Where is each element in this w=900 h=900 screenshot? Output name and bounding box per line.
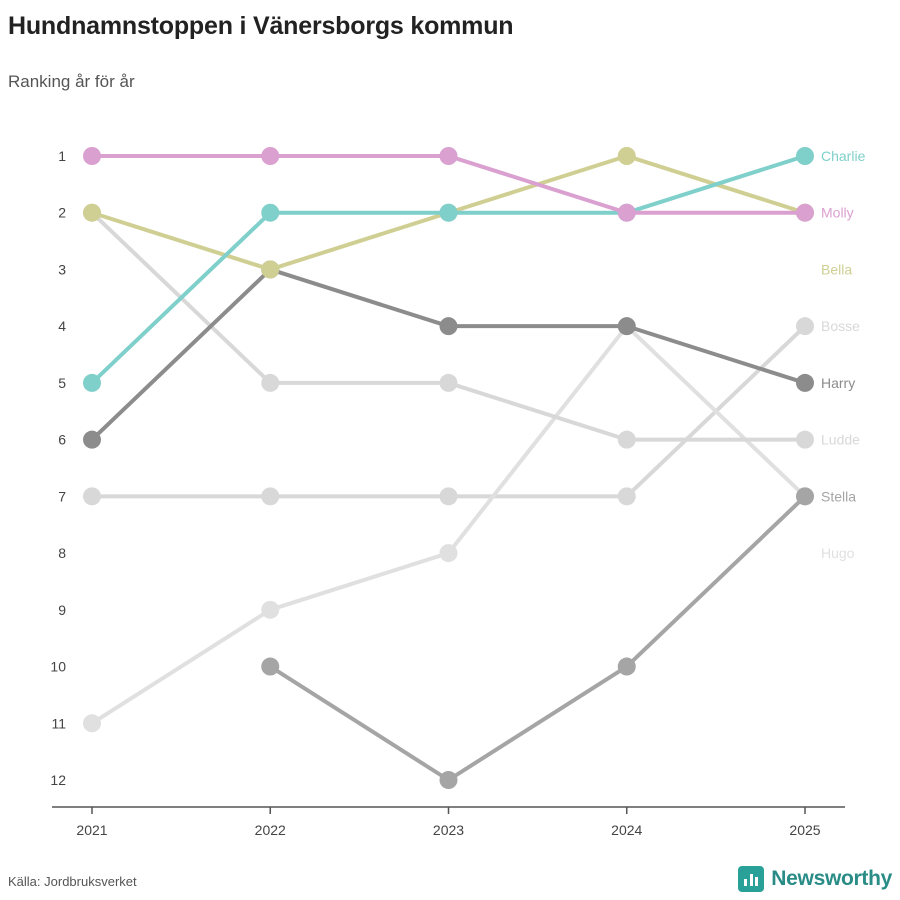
series-label-ludde: Ludde [821,431,860,448]
series-line-segment [92,269,270,439]
data-point [261,147,279,165]
data-point [440,487,458,505]
data-point [440,544,458,562]
data-point [261,204,279,222]
data-point [796,147,814,165]
y-tick-label: 10 [50,658,66,675]
series-line-segment [92,213,270,270]
series-label-stella: Stella [821,488,857,505]
series-line-segment [270,269,448,326]
page-title: Hundnamnstoppen i Vänersborgs kommun [8,12,514,40]
chart-svg [0,110,900,850]
y-tick-label: 3 [58,261,66,278]
data-point [440,374,458,392]
source-note: Källa: Jordbruksverket [8,874,137,889]
page-subtitle: Ranking år för år [8,72,135,91]
data-point [83,714,101,732]
series-line-segment [270,213,448,270]
data-point [618,487,636,505]
series-line-segment [627,496,805,666]
y-tick-label: 9 [58,601,66,618]
y-tick-label: 1 [58,148,66,164]
series-label-charlie: Charlie [821,148,866,164]
x-tick-label: 2024 [611,822,643,838]
y-tick-label: 5 [58,374,66,391]
data-point [440,771,458,789]
y-tick-label: 6 [58,431,66,448]
data-point [440,147,458,165]
series-line-segment [92,610,270,723]
data-point [261,658,279,676]
data-point [618,431,636,449]
data-point [261,374,279,392]
series-line-segment [270,667,448,780]
y-tick-label: 11 [51,715,66,732]
y-tick-label: 2 [58,204,66,221]
y-tick-label: 7 [58,488,66,505]
series-label-hugo: Hugo [821,545,855,562]
y-tick-label: 8 [58,545,66,562]
data-point [618,317,636,335]
series-label-bella: Bella [821,261,853,278]
x-tick-label: 2021 [76,822,108,838]
series-line-segment [270,553,448,610]
x-tick-label: 2022 [254,822,286,838]
data-point [618,204,636,222]
y-tick-label: 12 [50,772,66,788]
data-point [83,147,101,165]
x-tick-label: 2023 [432,822,465,838]
y-tick-label: 4 [58,318,66,335]
data-point [440,204,458,222]
data-point [796,317,814,335]
data-point [261,260,279,278]
x-tick-label: 2025 [789,822,821,838]
data-point [618,147,636,165]
series-label-molly: Molly [821,204,854,221]
data-point [440,317,458,335]
series-line-segment [449,667,627,780]
data-point [83,374,101,392]
data-point [796,431,814,449]
brand-name: Newsworthy [771,867,892,890]
data-point [83,431,101,449]
series-stella [261,487,814,789]
data-point [261,487,279,505]
series-line-segment [627,326,805,383]
series-label-harry: Harry [821,374,856,391]
data-point [796,487,814,505]
brand-logo-group [738,866,892,892]
data-point [83,204,101,222]
data-point [618,658,636,676]
series-charlie [83,147,814,392]
data-point [83,487,101,505]
data-point [796,204,814,222]
series-line-segment [449,326,627,553]
series-line-segment [449,383,627,440]
line-chart [0,110,900,850]
bar-chart-icon [738,866,764,892]
series-label-bosse: Bosse [821,318,860,335]
data-point [796,374,814,392]
data-point [261,601,279,619]
